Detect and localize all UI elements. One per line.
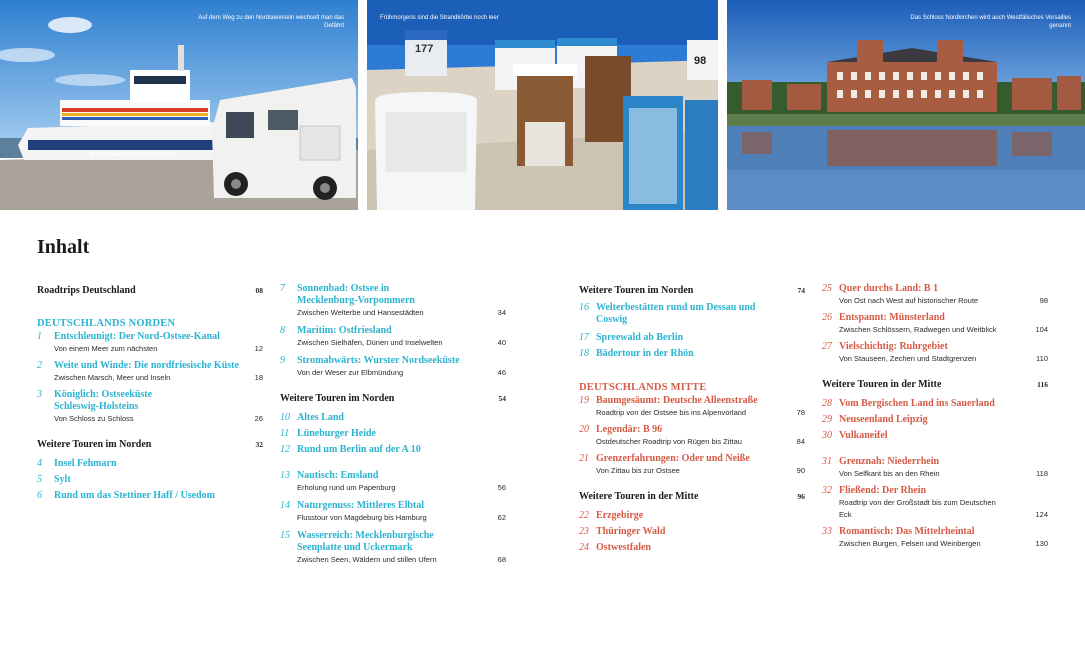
toc-entry[interactable] bbox=[37, 456, 263, 472]
toc-entry[interactable] bbox=[37, 472, 263, 488]
region-heading-north: DEUTSCHLANDS NORDEN bbox=[37, 318, 176, 329]
chair-number-98: 98 bbox=[694, 55, 707, 67]
toc-entry[interactable] bbox=[280, 426, 506, 442]
entry-title: Thüringer Wald bbox=[596, 526, 666, 537]
page-number: 78 bbox=[796, 408, 805, 417]
entry-subtitle: Ostdeutscher Roadtrip von Rügen bis Zittau bbox=[596, 437, 742, 446]
entry-title: Rund um das Stettiner Haff / Usedom bbox=[54, 490, 215, 501]
entry-number: 29 bbox=[822, 414, 832, 425]
entry-number: 1 bbox=[37, 331, 42, 342]
entry-subtitle: Von Ost nach West auf historischer Route bbox=[839, 296, 979, 305]
toc-entry[interactable] bbox=[280, 530, 506, 566]
entry-subtitle: Von Selfkant bis an den Rhein bbox=[839, 469, 940, 478]
entry-title: Lüneburger Heide bbox=[297, 428, 376, 439]
entry-number: 25 bbox=[822, 283, 832, 294]
region-heading-middle: DEUTSCHLANDS MITTE bbox=[579, 382, 707, 393]
entry-number: 21 bbox=[579, 453, 589, 464]
entry-number: 12 bbox=[280, 444, 290, 455]
entry-number: 22 bbox=[579, 510, 589, 521]
entry-number: 10 bbox=[280, 412, 290, 423]
toc-entry[interactable] bbox=[579, 346, 805, 362]
toc-entry[interactable] bbox=[579, 453, 805, 477]
entry-subtitle: Von Zittau bis zur Ostsee bbox=[596, 466, 680, 475]
toc-entry[interactable] bbox=[822, 526, 1048, 550]
entry-title: Grenzerfahrungen: Oder und Neiße bbox=[596, 453, 750, 464]
toc-entry[interactable] bbox=[280, 355, 506, 379]
entry-number: 8 bbox=[280, 325, 285, 336]
toc-column-3 bbox=[579, 283, 805, 556]
toc-entry[interactable] bbox=[822, 485, 1048, 521]
photo-ferry-camper bbox=[0, 0, 358, 210]
page-number: 34 bbox=[497, 308, 506, 317]
entry-title: Nautisch: Emsland bbox=[297, 470, 379, 481]
page-number: 26 bbox=[254, 414, 263, 423]
entry-title: Sylt bbox=[54, 474, 71, 485]
toc-entry[interactable] bbox=[822, 412, 1048, 428]
page-number: 104 bbox=[1035, 325, 1048, 334]
entry-subtitle: Von einem Meer zum nächsten bbox=[54, 344, 158, 353]
toc-entry[interactable] bbox=[280, 325, 506, 349]
entry-title: Bädertour in der Rhön bbox=[596, 348, 694, 359]
entry-number: 23 bbox=[579, 526, 589, 537]
entry-subtitle: Von Stauseen, Zechen und Stadtgrenzen bbox=[839, 354, 977, 363]
entry-title: Neuseenland Leipzig bbox=[839, 414, 928, 425]
page-number: 116 bbox=[1037, 380, 1048, 389]
section-title: Weitere Touren in der Mitte bbox=[822, 379, 942, 390]
entry-title: Königlich: Ostseeküste Schleswig-Holsteins bbox=[54, 389, 153, 412]
toc-entry[interactable] bbox=[280, 283, 506, 319]
toc-entry[interactable] bbox=[579, 330, 805, 346]
entry-subtitle: Flusstour von Magdeburg bis Hamburg bbox=[297, 513, 427, 522]
entry-subtitle: Zwischen Burgen, Felsen und Weinbergen bbox=[839, 539, 981, 548]
entry-title: Romantisch: Das Mittelrheintal bbox=[839, 526, 975, 537]
entry-number: 14 bbox=[280, 500, 290, 511]
entry-subtitle: Zwischen Seen, Wäldern und stillen Ufern bbox=[297, 555, 437, 564]
section-title: Weitere Touren in der Mitte bbox=[579, 491, 699, 502]
photo-caption-ferry: Auf dem Weg zu den Nordseeinseln wechselt man das Gefährt bbox=[198, 15, 344, 29]
page-number: 12 bbox=[254, 344, 263, 353]
page-number: 46 bbox=[497, 368, 506, 377]
page-number: 54 bbox=[498, 394, 506, 403]
toc-entry[interactable] bbox=[579, 424, 805, 448]
toc-entry[interactable] bbox=[822, 312, 1048, 336]
entry-number: 15 bbox=[280, 530, 290, 541]
page-number: 110 bbox=[1036, 354, 1048, 363]
entry-title: Sonnenbad: Ostsee in Mecklenburg-Vorpommern bbox=[297, 283, 415, 306]
entry-number: 6 bbox=[37, 490, 42, 501]
entry-number: 16 bbox=[579, 302, 589, 313]
page-number: 84 bbox=[796, 437, 805, 446]
photo-castle bbox=[727, 0, 1085, 210]
page-number: 90 bbox=[796, 466, 805, 475]
toc-entry[interactable] bbox=[822, 341, 1048, 365]
entry-number: 17 bbox=[579, 332, 589, 343]
toc-entry[interactable] bbox=[280, 410, 506, 426]
entry-title: Altes Land bbox=[297, 412, 344, 423]
entry-number: 24 bbox=[579, 542, 589, 553]
entry-title: Maritim: Ostfriesland bbox=[297, 325, 392, 336]
toc-entry[interactable] bbox=[822, 283, 1048, 307]
entry-title: Quer durchs Land: B 1 bbox=[839, 283, 939, 294]
toc-entry[interactable] bbox=[579, 524, 805, 540]
entry-title: Vom Bergischen Land ins Sauerland bbox=[839, 398, 995, 409]
entry-title: Erzgebirge bbox=[596, 510, 644, 521]
toc-entry[interactable] bbox=[37, 389, 263, 425]
entry-title: Wasserreich: Mecklenburgische Seenplatte und Uckermark bbox=[297, 530, 434, 553]
entry-number: 27 bbox=[822, 341, 832, 352]
page-number: 98 bbox=[1039, 296, 1048, 305]
entry-title: Vulkaneifel bbox=[839, 430, 888, 441]
entry-title: Baumgesäumt: Deutsche Alleenstraße bbox=[596, 395, 758, 406]
entry-title: Entschleunigt: Der Nord-Ostsee-Kanal bbox=[54, 331, 220, 342]
page-number: 62 bbox=[497, 513, 506, 522]
entry-number: 26 bbox=[822, 312, 832, 323]
entry-title: Ostwestfalen bbox=[596, 542, 651, 553]
entry-number: 2 bbox=[37, 360, 42, 371]
toc-entry[interactable] bbox=[822, 456, 1048, 480]
toc-section-heading[interactable] bbox=[280, 391, 506, 406]
page-number: 18 bbox=[254, 373, 263, 382]
entry-number: 18 bbox=[579, 348, 589, 359]
section-title: Weitere Touren im Norden bbox=[37, 439, 152, 450]
entry-subtitle: Zwischen Sielhäfen, Dünen und Inselwelten bbox=[297, 338, 443, 347]
entry-number: 19 bbox=[579, 395, 589, 406]
page-number: 74 bbox=[797, 286, 805, 295]
entry-subtitle: Roadtrip von der Großstadt bis zum Deutschen Eck bbox=[839, 498, 996, 519]
entry-subtitle: Zwischen Welterbe und Hansestädten bbox=[297, 308, 424, 317]
photo-caption-beach: Frühmorgens sind die Strandkörbe noch leer bbox=[380, 15, 499, 21]
entry-number: 30 bbox=[822, 430, 832, 441]
entry-title: Weite und Winde: Die nordfriesische Küste bbox=[54, 360, 239, 371]
toc-column-4 bbox=[822, 283, 1048, 550]
page-number: 68 bbox=[497, 555, 506, 564]
page-number: 124 bbox=[1035, 510, 1048, 519]
entry-title: Vielschichtig: Ruhrgebiet bbox=[839, 341, 948, 352]
toc-entry[interactable] bbox=[280, 442, 506, 458]
toc-section-heading[interactable] bbox=[37, 283, 263, 298]
entry-subtitle: Erholung rund um Papenburg bbox=[297, 483, 396, 492]
entry-subtitle: Von Schloss zu Schloss bbox=[54, 414, 134, 423]
ship-hull-text: WYKER DAMPFSCHIFFS-REEDEREI bbox=[90, 152, 177, 158]
toc-section-heading[interactable] bbox=[822, 377, 1048, 392]
toc-entry[interactable] bbox=[822, 428, 1048, 444]
entry-title: Spreewald ab Berlin bbox=[596, 332, 684, 343]
entry-number: 28 bbox=[822, 398, 832, 409]
toc-entry[interactable] bbox=[280, 470, 506, 494]
toc-section-heading[interactable] bbox=[579, 283, 805, 298]
entry-number: 31 bbox=[822, 456, 832, 467]
entry-title: Insel Fehmarn bbox=[54, 458, 117, 469]
entry-title: Welterbestätten rund um Dessau und Coswig bbox=[596, 302, 756, 325]
entry-subtitle: Zwischen Schlössern, Radwegen und Weitblick bbox=[839, 325, 997, 334]
entry-title: Stromabwärts: Wurster Nordseeküste bbox=[297, 355, 460, 366]
toc-entry[interactable] bbox=[579, 395, 805, 419]
toc-entry[interactable] bbox=[579, 508, 805, 524]
entry-number: 4 bbox=[37, 458, 42, 469]
section-title: Weitere Touren im Norden bbox=[579, 285, 694, 296]
toc-entry[interactable] bbox=[579, 540, 805, 556]
toc-entry[interactable] bbox=[579, 302, 805, 326]
entry-number: 13 bbox=[280, 470, 290, 481]
toc-entry[interactable] bbox=[37, 488, 263, 504]
page-number: 40 bbox=[497, 338, 506, 347]
entry-title: Rund um Berlin auf der A 10 bbox=[297, 444, 421, 455]
page-number: 32 bbox=[255, 440, 263, 449]
entry-number: 7 bbox=[280, 283, 285, 294]
toc-column-2 bbox=[280, 283, 506, 566]
entry-number: 5 bbox=[37, 474, 42, 485]
entry-number: 9 bbox=[280, 355, 285, 366]
toc-column-1 bbox=[37, 283, 263, 504]
entry-title: Entspannt: Münsterland bbox=[839, 312, 945, 323]
toc-entry[interactable] bbox=[37, 331, 263, 355]
entry-subtitle: Von der Weser zur Elbmündung bbox=[297, 368, 404, 377]
entry-title: Legendär: B 96 bbox=[596, 424, 663, 435]
section-title: Roadtrips Deutschland bbox=[37, 285, 136, 296]
entry-title: Naturgenuss: Mittleres Elbtal bbox=[297, 500, 425, 511]
page-number: 130 bbox=[1035, 539, 1048, 548]
entry-title: Fließend: Der Rhein bbox=[839, 485, 927, 496]
entry-number: 32 bbox=[822, 485, 832, 496]
page-number: 08 bbox=[255, 286, 263, 295]
toc-section-heading[interactable] bbox=[579, 489, 805, 504]
page-number: 118 bbox=[1036, 469, 1048, 478]
section-title: Weitere Touren im Norden bbox=[280, 393, 395, 404]
entry-subtitle: Zwischen Marsch, Meer und Inseln bbox=[54, 373, 171, 382]
entry-number: 33 bbox=[822, 526, 832, 537]
page-number: 96 bbox=[797, 492, 805, 501]
photo-caption-castle: Das Schloss Nordkirchen wird auch Westfälisches Versailles genannt bbox=[910, 15, 1071, 29]
toc-entry[interactable] bbox=[280, 500, 506, 524]
entry-number: 3 bbox=[37, 389, 42, 400]
page-number: 56 bbox=[497, 483, 506, 492]
entry-number: 20 bbox=[579, 424, 589, 435]
photo-beach-chairs bbox=[367, 0, 718, 210]
entry-number: 11 bbox=[280, 428, 290, 439]
entry-subtitle: Roadtrip von der Ostsee bis ins Alpenvorland bbox=[596, 408, 747, 417]
page-title: Inhalt bbox=[37, 236, 90, 258]
chair-number-177: 177 bbox=[415, 43, 434, 55]
toc-entry[interactable] bbox=[37, 360, 263, 384]
entry-title: Grenznah: Niederrhein bbox=[839, 456, 940, 467]
toc-section-heading[interactable] bbox=[37, 437, 263, 452]
toc-entry[interactable] bbox=[822, 396, 1048, 412]
